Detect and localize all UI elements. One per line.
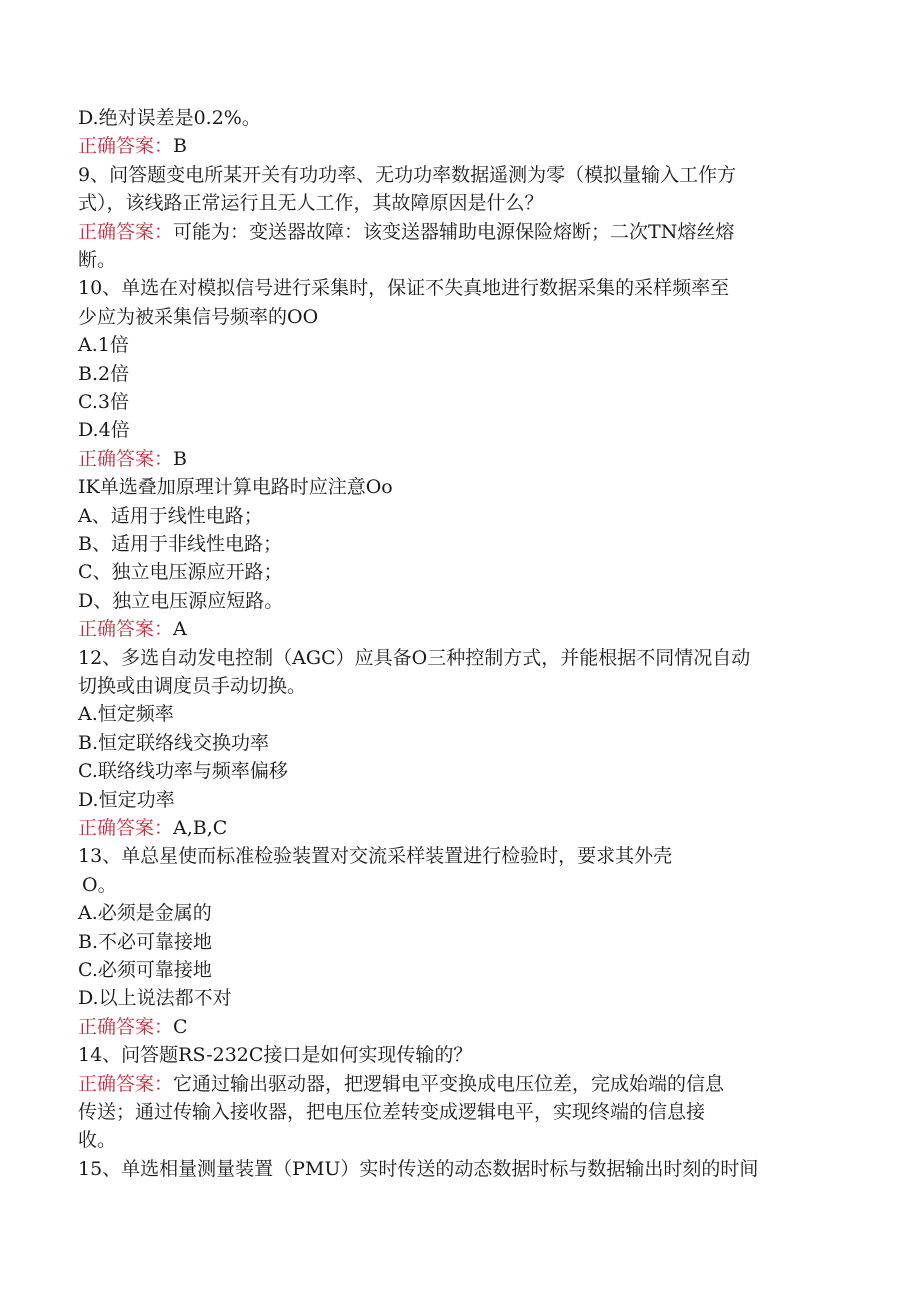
question-14: 14、问答题RS-232C接口是如何实现传输的？ [78, 1044, 473, 1066]
question-13-line1: 13、单总星使而标准检验装置对交流采样装置进行检验时，要求其外壳 [78, 845, 673, 867]
answer-q9-line2: 断。 [78, 249, 117, 271]
answer-label: 正确答案： [78, 1073, 174, 1095]
question-12-line1: 12、多选自动发电控制（AGC）应具备O三种控制方式，并能根据不同情况自动 [78, 647, 751, 669]
answer-value: 它通过输出驱动器，把逻辑电平变换成电压位差，完成始端的信息 [173, 1073, 725, 1095]
question-12-line2: 切换或由调度员手动切换。 [78, 675, 307, 697]
option-d-q11: D、独立电压源应短路。 [78, 590, 284, 612]
option-d-q13: D.以上说法都不对 [78, 987, 232, 1009]
option-c-q12: C.联络线功率与频率偏移 [78, 760, 288, 782]
answer-label: 正确答案： [78, 135, 174, 157]
question-11: IK单选叠加原理计算电路时应注意Oo [78, 476, 393, 498]
answer-value: 可能为：变送器故障：该变送器辅助电源保险熔断；二次TN熔丝熔 [173, 221, 735, 243]
answer-label: 正确答案： [78, 221, 174, 243]
option-c-q13: C.必须可靠接地 [78, 959, 212, 981]
answer-q14 [78, 1070, 724, 1098]
answer-value: A [173, 618, 187, 640]
question-9-line1: 9、问答题变电所某开关有功功率、无功功率数据遥测为零（模拟量输入工作方 [78, 164, 737, 186]
answer-label: 正确答案： [78, 448, 174, 470]
option-d-q8: D.绝对误差是0.2%。 [78, 107, 261, 129]
answer-label: 正确答案： [78, 1016, 174, 1038]
answer-q14-line3: 收。 [78, 1129, 117, 1151]
answer-q13 [78, 1013, 188, 1041]
option-a-q10: A.1倍 [78, 334, 129, 356]
option-a-q13: A.必须是金属的 [78, 902, 212, 924]
answer-q9 [78, 218, 734, 246]
answer-q14-line2: 传送；通过传输入接收器，把电压位差转变成逻辑电平，实现终端的信息接 [78, 1101, 706, 1123]
option-c-q10: C.3倍 [78, 391, 129, 413]
option-a-q11: A、适用于线性电路； [78, 505, 263, 527]
answer-label: 正确答案： [78, 618, 174, 640]
option-b-q12: B.恒定联络线交换功率 [78, 732, 270, 754]
answer-q8 [78, 132, 187, 160]
question-9-line2: 式），该线路正常运行且无人工作，其故障原因是什么？ [78, 192, 544, 214]
answer-q11 [78, 615, 187, 643]
question-13-line2: O。 [82, 874, 117, 896]
answer-value: C [173, 1016, 188, 1038]
option-c-q11: C、独立电压源应开路； [78, 561, 283, 583]
option-b-q10: B.2倍 [78, 363, 130, 385]
question-10-line2: 少应为被采集信号频率的OO [78, 306, 319, 328]
answer-q12 [78, 814, 227, 842]
option-b-q13: B.不必可靠接地 [78, 931, 213, 953]
answer-value: B [173, 448, 187, 470]
answer-value: A,B,C [173, 817, 228, 839]
question-15-line1: 15、单选相量测量装置（PMU）实时传送的动态数据时标与数据输出时刻的时间 [78, 1158, 759, 1180]
answer-value: B [173, 135, 187, 157]
option-d-q12: D.恒定功率 [78, 789, 175, 811]
question-10-line1: 10、单选在对模拟信号进行采集时，保证不失真地进行数据采集的采样频率至 [78, 277, 730, 299]
answer-label: 正确答案： [78, 817, 174, 839]
option-d-q10: D.4倍 [78, 419, 130, 441]
option-a-q12: A.恒定频率 [78, 703, 174, 725]
answer-q10 [78, 445, 187, 473]
option-b-q11: B、适用于非线性电路； [78, 533, 282, 555]
